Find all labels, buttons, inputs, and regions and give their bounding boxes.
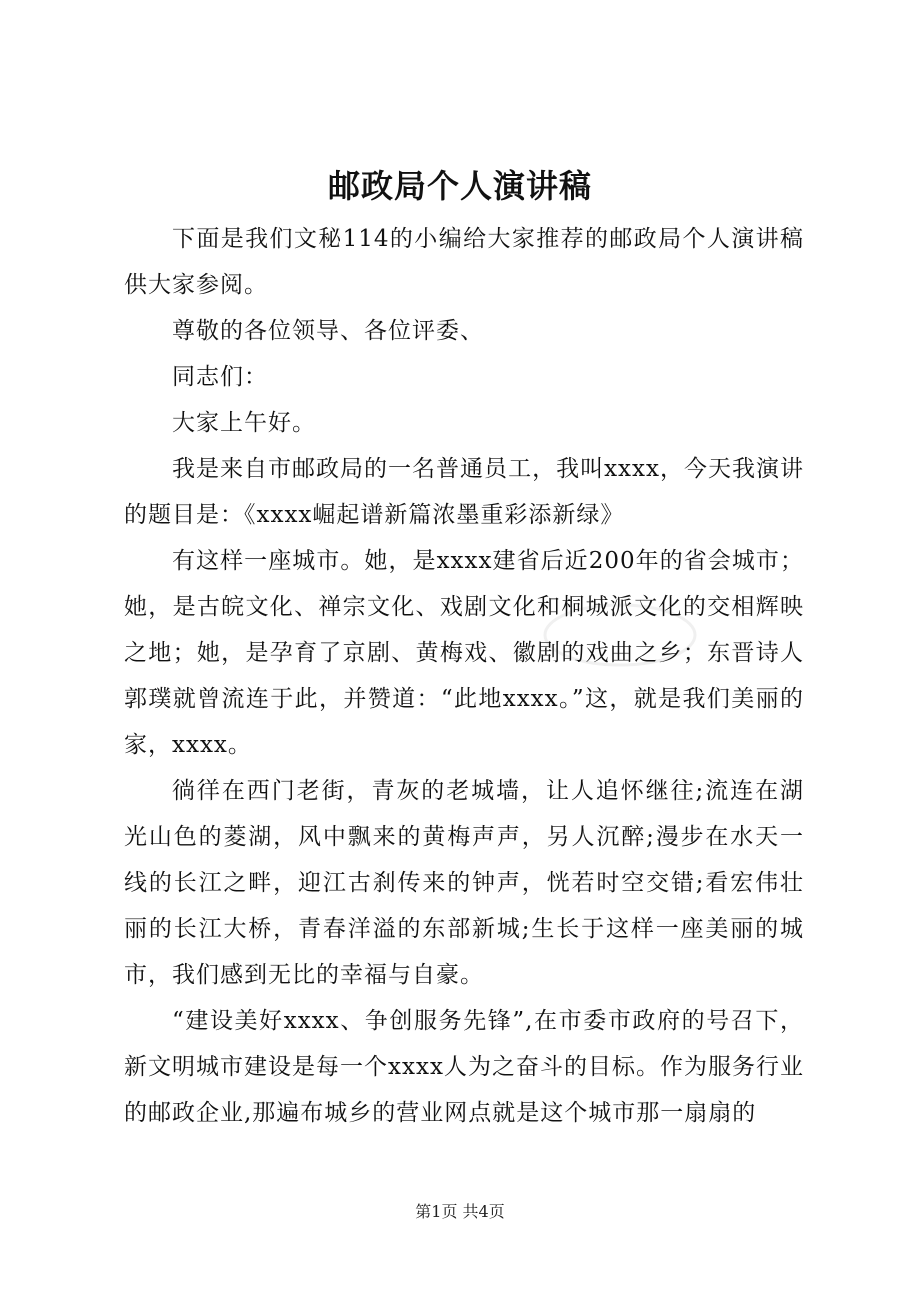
paragraph-city: 有这样一座城市。她，是xxxx建省后近200年的省会城市；她，是古皖文化、禅宗文化、戏剧文化和桐城派文化的交相辉映之地；她，是孕育了京剧、黄梅戏、徽剧的戏曲之乡；东晋诗人郭璞就曾流连于此，并赞道：“此地xxxx。”这，就是我们美丽的家，xxxx。	[124, 548, 804, 758]
paragraph-self-intro: 我是来自市邮政局的一名普通员工，我叫xxxx，今天我演讲的题目是：《xxxx崛起谱新篇浓墨重彩添新绿》	[124, 456, 804, 528]
paragraph-comrades: 同志们：	[172, 364, 268, 390]
paragraph-greeting: 大家上午好。	[172, 410, 316, 436]
document-title: 邮政局个人演讲稿	[327, 167, 592, 205]
paragraph-scenery: 徜徉在西门老街，青灰的老城墙，让人追怀继往;流连在湖光山色的菱湖，风中飘来的黄梅声声，另人沉醉;漫步在水天一线的长江之畔，迎江古刹传来的钟声，恍若时空交错;看宏伟壮丽的长江大桥，青春洋溢的东部新城;生长于这样一座美丽的城市，我们感到无比的幸福与自豪。	[124, 778, 804, 988]
paragraph-intro: 下面是我们文秘114的小编给大家推荐的邮政局个人演讲稿供大家参阅。	[124, 226, 804, 298]
document-body	[124, 216, 804, 1136]
paragraph-service: “建设美好xxxx、争创服务先锋”,在市委市政府的号召下，新文明城市建设是每一个xxxx人为之奋斗的目标。作为服务行业的邮政企业,那遍布城乡的营业网点就是这个城市那一扇扇的	[124, 1008, 804, 1126]
paragraph-salutation: 尊敬的各位领导、各位评委、	[172, 318, 484, 344]
page-footer: 第1页 共4页	[415, 1202, 505, 1221]
